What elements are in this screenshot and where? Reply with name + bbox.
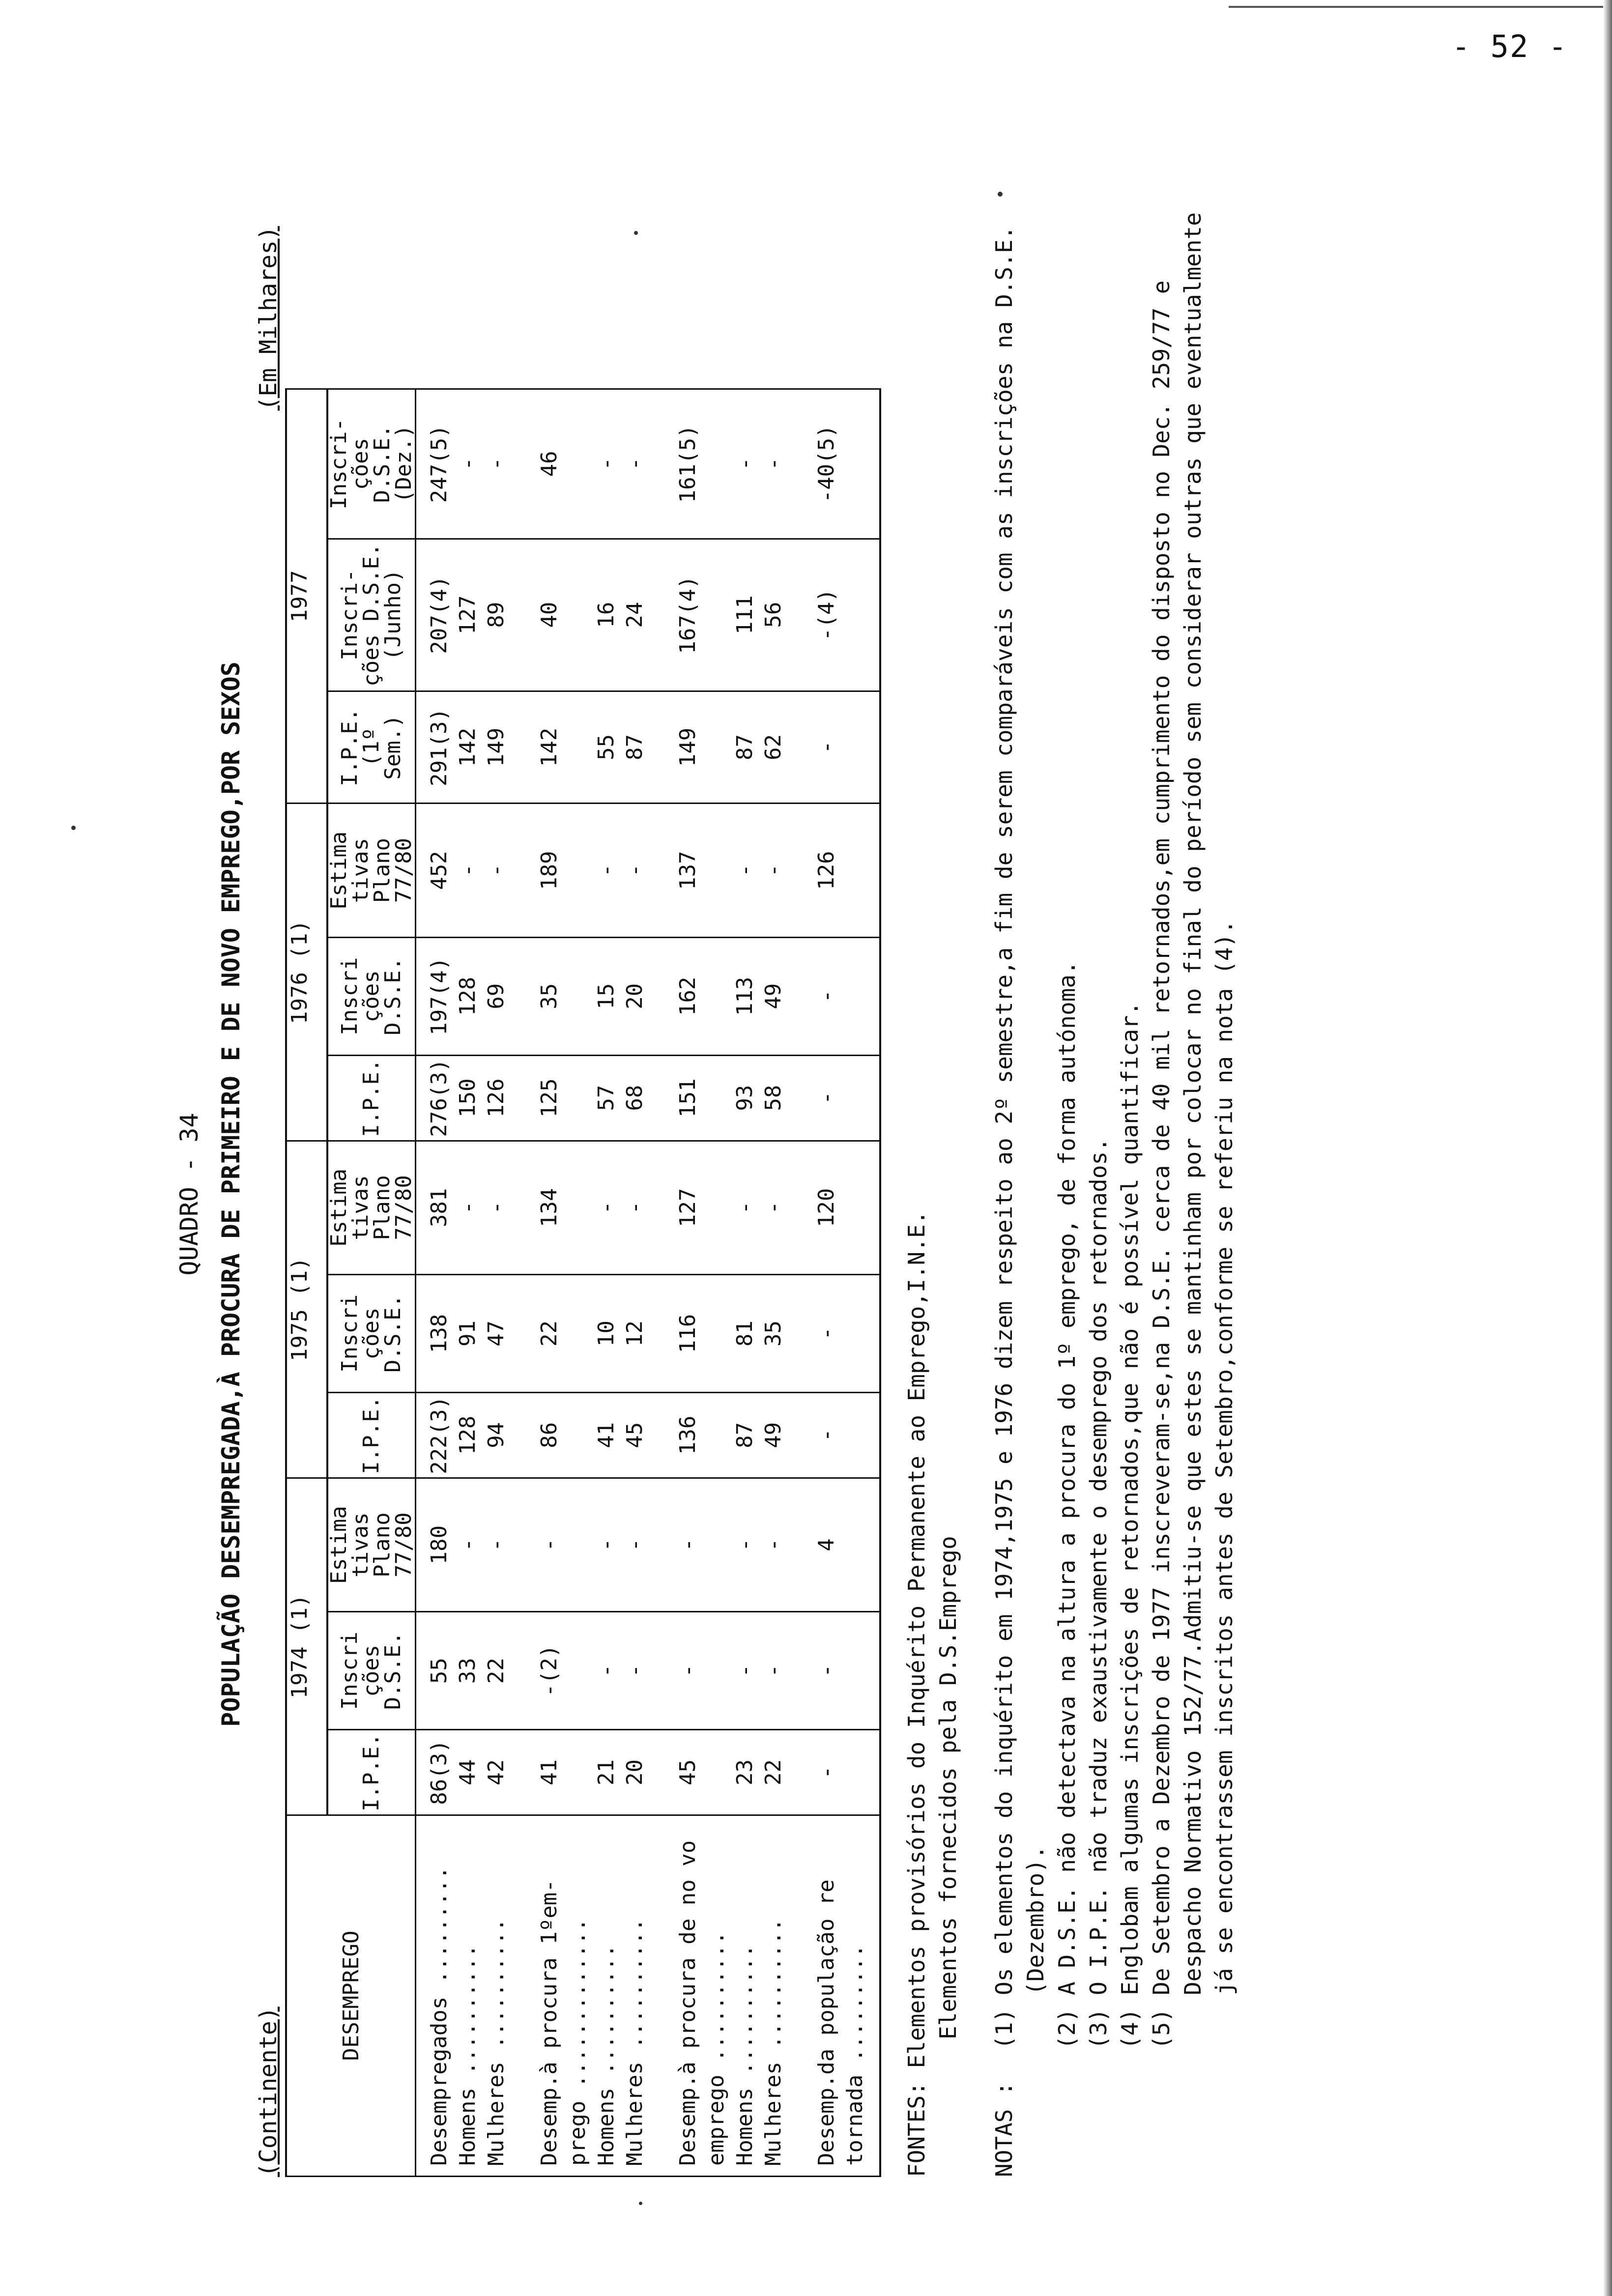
table-cell: 12	[621, 1275, 665, 1393]
table-cell: 113	[731, 937, 759, 1055]
table-cell: 45	[621, 1392, 665, 1478]
table-cell: -	[482, 1141, 526, 1275]
note-item	[1083, 211, 1114, 2049]
note-number: (3)	[1085, 2008, 1112, 2049]
col-inscricoes: Inscri ções D.S.E.	[327, 1612, 416, 1730]
scan-edge-line	[1229, 6, 1612, 8]
col-ipe: I.P.E.	[327, 1055, 416, 1141]
page-number: - 52 -	[1452, 29, 1568, 64]
row-header: DESEMPREGO	[286, 1815, 416, 2177]
table-cell: 87	[731, 691, 759, 804]
table-cell: 41	[526, 1730, 592, 1815]
table-cell: 86(3)	[416, 1730, 454, 1815]
table-row	[416, 389, 454, 2177]
row-label: Desempregados .........	[416, 1815, 454, 2177]
table-cell: 222(3)	[416, 1392, 454, 1478]
table-cell: -	[759, 1141, 804, 1275]
table-cell: 35	[526, 937, 592, 1055]
row-label: Homens ..........	[592, 1815, 621, 2177]
note-text: Englobam algumas inscrições de retornados,que não é possível quantificar.	[1117, 1002, 1143, 1995]
table-row	[592, 389, 621, 2177]
table-cell: 56	[759, 539, 804, 691]
rotated-page-content	[167, 211, 1494, 2177]
col-inscricoes-junho: Inscri- ções D.S.E. (Junho)	[327, 539, 416, 691]
table-cell: -	[804, 691, 880, 804]
table-cell: -	[482, 1478, 526, 1612]
table-row	[482, 389, 526, 2177]
table-row	[731, 389, 759, 2177]
col-inscricoes: Inscri ções D.S.E.	[327, 937, 416, 1055]
col-inscricoes: Inscri ções D.S.E.	[327, 1275, 416, 1393]
table-cell: 381	[416, 1141, 454, 1275]
table-cell: 111	[731, 539, 759, 691]
table-cell: -	[621, 804, 665, 938]
table-cell: -	[665, 1478, 731, 1612]
col-ipe-1sem: I.P.E. (1º Sem.)	[327, 691, 416, 804]
table-cell: -	[526, 1478, 592, 1612]
sources-block	[901, 211, 964, 2177]
table-cell: 150	[454, 1055, 482, 1141]
table-cell: 81	[731, 1275, 759, 1393]
table-cell: 138	[416, 1275, 454, 1393]
col-inscricoes-dez: Inscri- ções D.S.E. (Dez.)	[327, 389, 416, 539]
table-cell: 128	[454, 1392, 482, 1478]
col-ipe: I.P.E.	[327, 1392, 416, 1478]
note-item	[988, 211, 1051, 2049]
table-cell: -	[759, 1478, 804, 1612]
table-cell: 94	[482, 1392, 526, 1478]
table-cell: 46	[526, 389, 592, 539]
year-header-1975: 1975 (1)	[286, 1141, 327, 1478]
table-cell: -	[454, 804, 482, 938]
table-cell: -	[731, 1478, 759, 1612]
table-cell: -	[592, 1478, 621, 1612]
table-cell: 47	[482, 1275, 526, 1393]
row-label: Desemp.da população re tornada .........	[804, 1815, 880, 2177]
note-item	[1051, 211, 1083, 2049]
table-cell: -	[665, 1612, 731, 1730]
table-cell: 87	[621, 691, 665, 804]
table-cell: 42	[482, 1730, 526, 1815]
row-label: Mulheres ..........	[759, 1815, 804, 2177]
row-label: Mulheres ..........	[621, 1815, 665, 2177]
table-cell: 40	[526, 539, 592, 691]
table-cell: 151	[665, 1055, 731, 1141]
table-cell: 89	[482, 539, 526, 691]
table-cell: 20	[621, 937, 665, 1055]
note-text: De Setembro a Dezembro de 1977 inscreveram-se,na D.S.E. cerca de 40 mil retornados,em cumprimento do disposto no Dec. 259/77 e Despacho Normativo 152/77.Admitiu-se que estes se mantinham por colocar no final do período sem considerar outras que eventualmente já se encontrassem inscritos antes de Setembro,conforme se referiu na nota (4).	[1148, 212, 1238, 1995]
table-cell: 58	[759, 1055, 804, 1141]
table-cell: 120	[804, 1141, 880, 1275]
row-label: Desemp.à procura 1ºem- prego .............	[526, 1815, 592, 2177]
table-cell: 276(3)	[416, 1055, 454, 1141]
table-cell: 452	[416, 804, 454, 938]
table-cell: 142	[526, 691, 592, 804]
year-header-1974: 1974 (1)	[286, 1478, 327, 1815]
table-cell: 87	[731, 1392, 759, 1478]
table-cell: 197(4)	[416, 937, 454, 1055]
table-cell: 22	[482, 1612, 526, 1730]
note-text: A D.S.E. não detectava na altura a procura do 1º emprego, de forma autónoma.	[1054, 961, 1080, 1995]
table-cell: 207(4)	[416, 539, 454, 691]
table-cell: 136	[665, 1392, 731, 1478]
notes-block	[988, 211, 1240, 2177]
row-label: Desemp.à procura de no vo emprego ..........	[665, 1815, 731, 2177]
table-cell: 149	[665, 691, 731, 804]
table-cell: -	[454, 389, 482, 539]
notes-list	[988, 211, 1240, 2049]
table-cell: 161(5)	[665, 389, 731, 539]
row-label: Homens ..........	[731, 1815, 759, 2177]
table-cell: -	[592, 1141, 621, 1275]
table-row	[526, 389, 592, 2177]
table-cell: -	[621, 389, 665, 539]
table-cell: 126	[804, 804, 880, 938]
table-cell: 45	[665, 1730, 731, 1815]
note-item	[1114, 211, 1146, 2049]
table-cell: 69	[482, 937, 526, 1055]
year-header-1976: 1976 (1)	[286, 804, 327, 1141]
table-cell: -	[482, 389, 526, 539]
scan-binding-edge	[1603, 0, 1612, 2296]
table-cell: 149	[482, 691, 526, 804]
note-number: (5)	[1148, 2008, 1175, 2049]
table-row	[804, 389, 880, 2177]
table-cell: 291(3)	[416, 691, 454, 804]
table-cell: -	[621, 1478, 665, 1612]
table-cell: -	[454, 1478, 482, 1612]
table-cell: -	[804, 1730, 880, 1815]
note-number: (4)	[1117, 2008, 1143, 2049]
source-line-2: Elementos fornecidos pela D.S.Emprego	[935, 1536, 961, 2039]
note-number: (1)	[991, 2008, 1017, 2049]
table-cell: 33	[454, 1612, 482, 1730]
table-cell: 4	[804, 1478, 880, 1612]
sources-label: FONTES:	[903, 2082, 930, 2177]
table-cell: 167(4)	[665, 539, 731, 691]
table-cell: 116	[665, 1275, 731, 1393]
table-cell: 127	[454, 539, 482, 691]
table-cell: 180	[416, 1478, 454, 1612]
table-cell: 20	[621, 1730, 665, 1815]
table-cell: 49	[759, 937, 804, 1055]
table-cell: 22	[759, 1730, 804, 1815]
col-estimativas: Estima tivas Plano 77/80	[327, 1141, 416, 1275]
table-cell: -	[759, 389, 804, 539]
table-cell: 137	[665, 804, 731, 938]
table-cell: 91	[454, 1275, 482, 1393]
table-title: POPULAÇÃO DESEMPREGADA,À PROCURA DE PRIMEIRO E DE NOVO EMPREGO,POR SEXOS	[217, 661, 245, 1727]
region-label: (Continente)	[255, 2007, 282, 2177]
scan-speck	[71, 826, 76, 830]
table-row	[454, 389, 482, 2177]
table-cell: -	[804, 1612, 880, 1730]
col-estimativas: Estima tivas Plano 77/80	[327, 804, 416, 938]
table-cell: -	[759, 804, 804, 938]
table-cell: -	[759, 1612, 804, 1730]
table-cell: 93	[731, 1055, 759, 1141]
table-cell: -(2)	[526, 1612, 592, 1730]
table-row	[621, 389, 665, 2177]
note-number: (2)	[1054, 2008, 1080, 2049]
table-cell: -	[804, 937, 880, 1055]
table-cell: -	[592, 1612, 621, 1730]
table-row	[759, 389, 804, 2177]
col-estimativas: Estima tivas Plano 77/80	[327, 1478, 416, 1612]
table-cell: 57	[592, 1055, 621, 1141]
table-cell: 44	[454, 1730, 482, 1815]
table-cell: 22	[526, 1275, 592, 1393]
table-cell: 126	[482, 1055, 526, 1141]
quadro-number: QUADRO - 34	[175, 1113, 203, 1276]
notes-label: NOTAS :	[991, 2082, 1017, 2177]
table-cell: -(4)	[804, 539, 880, 691]
table-body	[416, 389, 881, 2177]
table-cell: -	[454, 1141, 482, 1275]
table-cell: -	[731, 389, 759, 539]
table-cell: 21	[592, 1730, 621, 1815]
source-line-1: Elementos provisórios do Inquérito Permanente ao Emprego,I.N.E.	[903, 1210, 930, 2068]
unemployment-table	[285, 388, 881, 2177]
table-cell: -	[592, 804, 621, 938]
table-cell: 23	[731, 1730, 759, 1815]
table-cell: 10	[592, 1275, 621, 1393]
year-header-1977: 1977	[286, 389, 327, 804]
units-label: (Em Milhares)	[255, 226, 282, 411]
table-cell: 162	[665, 937, 731, 1055]
table-cell: 86	[526, 1392, 592, 1478]
table-cell: -	[804, 1055, 880, 1141]
table-cell: -	[621, 1612, 665, 1730]
table-cell: -	[621, 1141, 665, 1275]
table-cell: 49	[759, 1392, 804, 1478]
row-label: Homens ..........	[454, 1815, 482, 2177]
table-cell: 128	[454, 937, 482, 1055]
table-cell: 24	[621, 539, 665, 691]
row-label: Mulheres ..........	[482, 1815, 526, 2177]
note-text: Os elementos do inquérito em 1974,1975 e 1976 dizem respeito ao 2º semestre,a fim de serem comparáveis com as inscrições na D.S.E. (Dezembro).	[991, 226, 1049, 1995]
table-cell: 142	[454, 691, 482, 804]
table-row	[665, 389, 731, 2177]
scan-speck	[639, 2202, 642, 2205]
table-cell: 41	[592, 1392, 621, 1478]
table-cell: 127	[665, 1141, 731, 1275]
table-cell: -	[804, 1392, 880, 1478]
table-cell: -	[592, 389, 621, 539]
table-cell: -	[804, 1275, 880, 1393]
note-item	[1146, 211, 1240, 2049]
col-ipe: I.P.E.	[327, 1730, 416, 1815]
table-cell: 55	[416, 1612, 454, 1730]
table-cell: -	[731, 1141, 759, 1275]
subtitle-row	[251, 211, 285, 2177]
table-cell: 189	[526, 804, 592, 938]
table-cell: 134	[526, 1141, 592, 1275]
table-cell: -	[731, 1612, 759, 1730]
table-cell: 247(5)	[416, 389, 454, 539]
table-cell: 55	[592, 691, 621, 804]
table-cell: 15	[592, 937, 621, 1055]
table-cell: 62	[759, 691, 804, 804]
table-cell: 68	[621, 1055, 665, 1141]
table-cell: 35	[759, 1275, 804, 1393]
table-cell: 16	[592, 539, 621, 691]
note-text: O I.P.E. não traduz exaustivamente o desemprego dos retornados.	[1085, 1138, 1112, 1995]
table-cell: 125	[526, 1055, 592, 1141]
table-cell: -	[482, 804, 526, 938]
table-cell: -	[731, 804, 759, 938]
scan-speck	[998, 192, 1003, 197]
table-cell: -40(5)	[804, 389, 880, 539]
